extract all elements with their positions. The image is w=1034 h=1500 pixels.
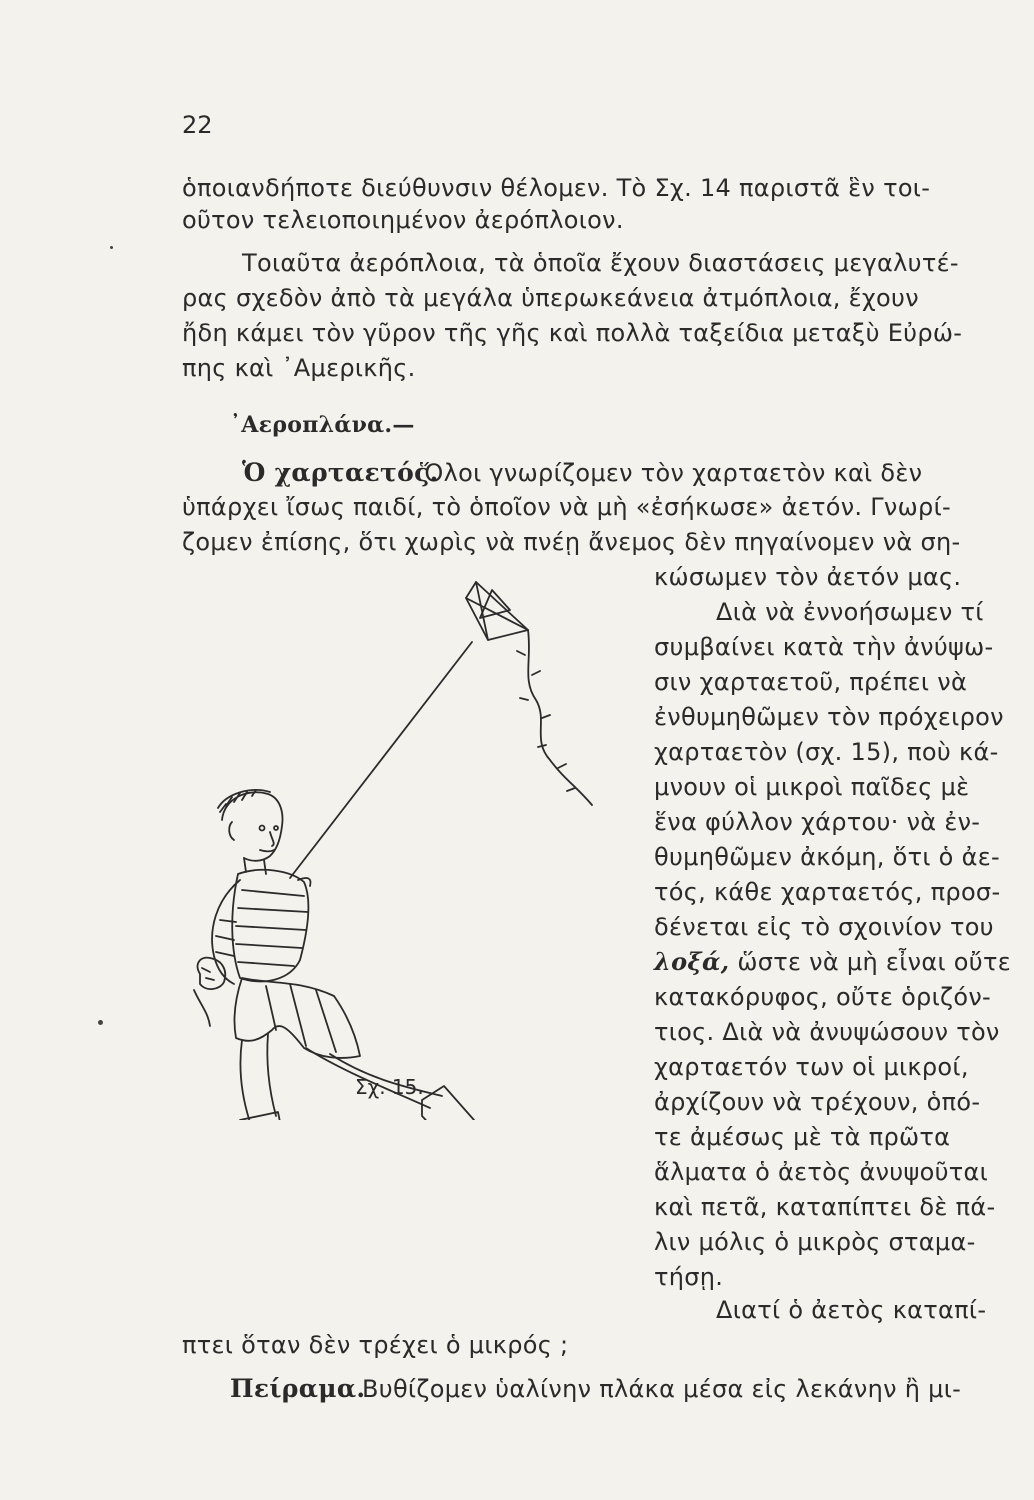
boy-hands — [194, 958, 225, 1026]
boy-head — [218, 790, 282, 874]
kite-shape — [466, 582, 528, 640]
paragraph-3-line-1: Ὅλοι γνωρίζομεν τὸν χαρταετὸν καὶ δὲν — [420, 459, 923, 487]
paragraph-4-line-18: καὶ πετᾶ, καταπίπτει δὲ πά- — [654, 1193, 996, 1221]
paragraph-2-line-4: πης καὶ ᾿Αμερικῆς. — [182, 354, 416, 382]
paragraph-4-line-8: θυμηθῶμεν ἀκόμη, ὅτι ὁ ἀε- — [654, 843, 1000, 871]
paragraph-4-line-10: δένεται εἰς τὸ σχοινίον του — [654, 913, 994, 941]
paragraph-4-line-17: ἅλματα ὁ ἀετὸς ἀνυψοῦται — [654, 1158, 989, 1186]
paragraph-4-line-1: Διὰ νὰ ἐννοήσωμεν τί — [716, 598, 984, 626]
paragraph-4-line-6: μνουν οἱ μικροὶ παῖδες μὲ — [654, 773, 970, 801]
paragraph-4-line-3: σιν χαρταετοῦ, πρέπει νὰ — [654, 668, 968, 696]
section-heading: ᾿Αεροπλάνα.— — [230, 412, 415, 438]
paragraph-4-line-13: τιος. Διὰ νὰ ἀνυψώσουν τὸν — [654, 1018, 1000, 1046]
scan-speck — [98, 1020, 103, 1025]
paragraph-1-line-1: ὁποιανδήποτε διεύθυνσιν θέλομεν. Τὸ Σχ. 14 παριστᾶ ἓν τοι- — [182, 174, 931, 202]
paragraph-4-line-11-rest: ὥστε νὰ μὴ εἶναι οὔτε — [737, 948, 1011, 976]
page-number: 22 — [182, 111, 213, 139]
paragraph-1-line-2: οῦτον τελειοποιημένον ἀερόπλοιον. — [182, 206, 624, 234]
paragraph-4-line-12: κατακόρυφος, οὔτε ὁριζόν- — [654, 983, 992, 1011]
paragraph-4-line-4: ἐνθυμηθῶμεν τὸν πρόχειρον — [654, 703, 1004, 731]
question-line-1: Διατί ὁ ἀετὸς καταπί- — [716, 1296, 987, 1324]
paragraph-4-line-9: τός, κάθε χαρταετός, προσ- — [654, 878, 1001, 906]
paragraph-3-line-3: ζομεν ἐπίσης, ὅτι χωρὶς νὰ πνέῃ ἄνεμος δὲν πηγαίνομεν νὰ ση- — [182, 528, 961, 556]
paragraph-2-line-1: Τοιαῦτα ἀερόπλοια, τὰ ὁποῖα ἔχουν διαστάσεις μεγαλυτέ- — [242, 249, 959, 277]
paragraph-2-line-3: ἤδη κάμει τὸν γῦρον τῆς γῆς καὶ πολλὰ ταξείδια μεταξὺ Εὐρώ- — [182, 319, 963, 347]
paragraph-4-line-14: χαρταετόν των οἱ μικροί, — [654, 1053, 969, 1081]
experiment-text: Βυθίζομεν ὑαλίνην πλάκα μέσα εἰς λεκάνην ἢ μι- — [362, 1375, 962, 1403]
scan-speck — [110, 246, 113, 249]
paragraph-4-line-15: ἀρχίζουν νὰ τρέχουν, ὁπό- — [654, 1088, 981, 1116]
paragraph-3-line-4: κώσωμεν τὸν ἀετόν μας. — [654, 563, 962, 591]
paragraph-4-line-5: χαρταετὸν (σχ. 15), ποὺ κά- — [654, 738, 999, 766]
paragraph-2-line-2: ρας σχεδὸν ἀπὸ τὰ μεγάλα ὑπερωκεάνεια ἀτμόπλοια, ἔχουν — [182, 284, 919, 312]
figure-caption: Σχ. 15. — [355, 1075, 424, 1099]
kite-tail — [528, 630, 592, 805]
paragraph-4-line-2: συμβαίνει κατὰ τὴν ἀνύψω- — [654, 633, 994, 661]
kite-illustration — [180, 560, 620, 1120]
paragraph-4-line-7: ἕνα φύλλον χάρτου· νὰ ἐν- — [654, 808, 981, 836]
paragraph-3-line-2: ὑπάρχει ἴσως παιδί, τὸ ὁποῖον νὰ μὴ «ἐσήκωσε» ἀετόν. Γνωρί- — [182, 493, 951, 521]
emphasis-loxa: λοξά, — [654, 947, 730, 976]
paragraph-4-line-20: τήσῃ. — [654, 1263, 724, 1291]
kite-heading: Ὁ χαρταετός. — [242, 458, 439, 487]
paragraph-4-line-11 — [654, 947, 1011, 977]
paragraph-4-line-19: λιν μόλις ὁ μικρὸς σταμα- — [654, 1228, 976, 1256]
question-line-2: πτει ὅταν δὲν τρέχει ὁ μικρός ; — [182, 1331, 569, 1359]
experiment-heading: Πείραμα. — [230, 1374, 366, 1403]
boy-torso — [212, 870, 310, 984]
kite-string — [290, 642, 472, 878]
paragraph-4-line-16: τε ἀμέσως μὲ τὰ πρῶτα — [654, 1123, 951, 1151]
boy-shorts — [234, 978, 360, 1058]
